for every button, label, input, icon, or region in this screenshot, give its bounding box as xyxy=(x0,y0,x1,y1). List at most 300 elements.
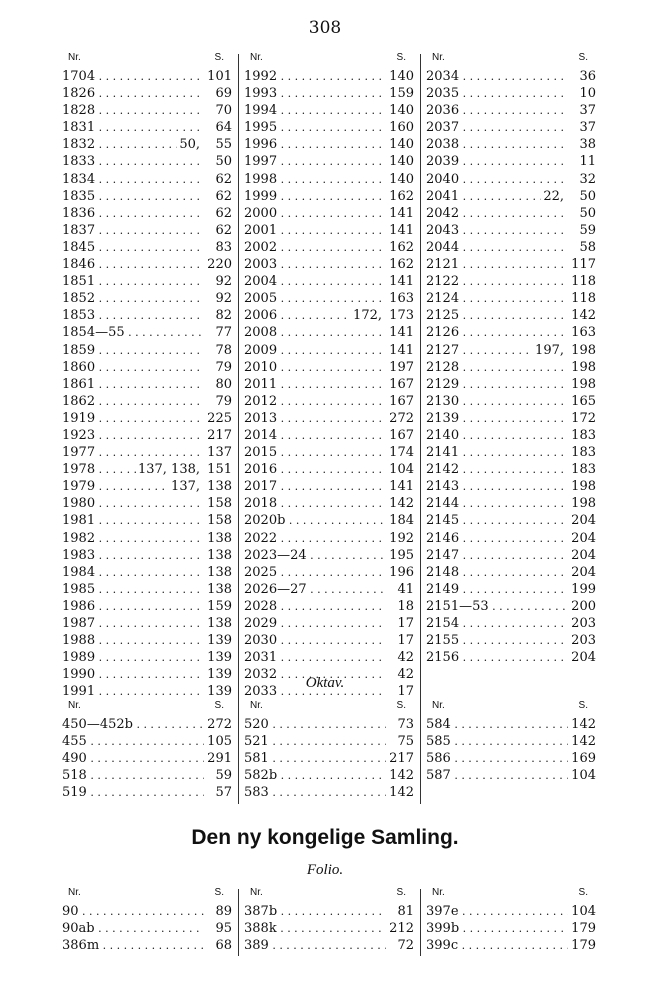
index-entry xyxy=(244,564,414,581)
entry-page: 141 xyxy=(389,222,414,238)
index-entry xyxy=(62,581,232,598)
entry-number xyxy=(244,376,386,393)
index-entry xyxy=(244,750,414,767)
entry-number xyxy=(426,222,568,239)
entry-number xyxy=(62,750,204,767)
index-entry xyxy=(426,222,596,239)
column-divider xyxy=(420,54,421,703)
entry-number xyxy=(62,376,204,393)
entry-number-text: 1995 xyxy=(244,120,278,136)
entry-extra-pages: 197, xyxy=(535,342,564,358)
entry-page: 183 xyxy=(571,427,596,443)
entry-number-text: 581 xyxy=(244,751,269,767)
entry-number xyxy=(244,512,386,529)
entry-number-text: 1853 xyxy=(62,308,96,324)
column-header xyxy=(426,887,596,903)
entry-page: 75 xyxy=(397,734,414,750)
entry-number-text: 1988 xyxy=(62,633,96,649)
entry-page: 204 xyxy=(571,530,596,546)
entry-page: 117 xyxy=(571,257,596,273)
entry-page: 72 xyxy=(397,938,414,954)
entry-number-text: 1832 xyxy=(62,137,96,153)
index-entry xyxy=(426,342,596,359)
entry-page: 158 xyxy=(207,496,232,512)
entry-page: 59 xyxy=(215,768,232,784)
entry-number xyxy=(426,102,568,119)
index-entry xyxy=(244,205,414,222)
entry-number-text: 582b xyxy=(244,768,278,784)
index-entry xyxy=(62,733,232,750)
entry-number xyxy=(62,342,204,359)
index-entry xyxy=(426,547,596,564)
entry-number-text: 1919 xyxy=(62,410,96,426)
entry-number xyxy=(62,495,204,512)
entry-number-text: 1859 xyxy=(62,342,96,358)
index-entry xyxy=(244,85,414,102)
entry-number xyxy=(426,376,568,393)
entry-extra-pages: 50, xyxy=(179,137,200,153)
entry-page: 217 xyxy=(389,751,414,767)
entry-number-text: 1998 xyxy=(244,171,278,187)
column-header-s: S. xyxy=(214,887,224,898)
entry-page: 64 xyxy=(215,120,232,136)
entry-page: 198 xyxy=(571,376,596,392)
entry-number-text: 387b xyxy=(244,904,278,919)
index-entry xyxy=(244,598,414,615)
column-header xyxy=(62,700,232,716)
index-entry xyxy=(244,784,414,801)
entry-number-text: 2014 xyxy=(244,427,278,443)
entry-number xyxy=(426,530,568,547)
entry-number-text: 2018 xyxy=(244,496,278,512)
index-entry xyxy=(62,649,232,666)
entry-number-text: 2010 xyxy=(244,359,278,375)
entry-number-text: 2122 xyxy=(426,274,460,290)
entry-number xyxy=(244,256,386,273)
index-entry xyxy=(426,427,596,444)
index-column xyxy=(62,700,232,801)
index-entry xyxy=(244,495,414,512)
entry-page: 50 xyxy=(579,188,596,204)
entry-page: 142 xyxy=(571,717,596,732)
entry-page: 139 xyxy=(207,633,232,649)
entry-number xyxy=(62,68,204,85)
entry-page: 141 xyxy=(389,274,414,290)
entry-number-text: 399c xyxy=(426,938,459,954)
entry-number-text: 1704 xyxy=(62,69,96,84)
entry-number xyxy=(62,444,204,461)
entry-number xyxy=(244,733,386,750)
index-entry xyxy=(426,324,596,341)
index-entry xyxy=(426,444,596,461)
entry-number-text: 1999 xyxy=(244,188,278,204)
entry-number-text: 586 xyxy=(426,751,451,767)
index-entry xyxy=(426,495,596,512)
entry-number xyxy=(62,290,204,307)
entry-page: 183 xyxy=(571,445,596,461)
column-header-nr: Nr. xyxy=(432,52,445,63)
entry-page: 11 xyxy=(579,154,596,170)
entry-page: 140 xyxy=(389,171,414,187)
entry-page: 167 xyxy=(389,376,414,392)
entry-number-text: 2033 xyxy=(244,684,278,700)
index-entry xyxy=(62,564,232,581)
entry-page: 104 xyxy=(389,462,414,478)
index-entry xyxy=(62,427,232,444)
entry-number xyxy=(244,444,386,461)
entry-number xyxy=(62,716,204,733)
entry-page: 142 xyxy=(389,496,414,512)
entry-number-text: 90ab xyxy=(62,921,95,937)
index-entry xyxy=(426,750,596,767)
entry-number-text: 2154 xyxy=(426,616,460,631)
column-header xyxy=(244,887,414,903)
index-entry xyxy=(426,410,596,427)
entry-page: 57 xyxy=(215,785,232,801)
entry-number xyxy=(426,290,568,307)
entry-number xyxy=(244,342,386,359)
entry-number xyxy=(62,273,204,290)
entry-number-text: 399b xyxy=(426,921,460,937)
entry-extra-pages: 22, xyxy=(543,188,564,204)
entry-page: 139 xyxy=(207,650,232,666)
entry-number xyxy=(244,273,386,290)
index-entry xyxy=(62,290,232,307)
entry-number-text: 1993 xyxy=(244,86,278,102)
index-entry xyxy=(244,716,414,733)
entry-page: 37 xyxy=(579,103,596,119)
entry-page: 198 xyxy=(571,496,596,512)
entry-page: 141 xyxy=(389,342,414,358)
index-entry xyxy=(244,920,414,937)
index-entry xyxy=(426,256,596,273)
entry-number xyxy=(244,750,386,767)
column-header-nr: Nr. xyxy=(68,52,81,63)
index-entry xyxy=(426,188,596,205)
entry-page: 42 xyxy=(397,667,414,683)
entry-page: 79 xyxy=(215,393,232,409)
entry-number-text: 2042 xyxy=(426,205,460,221)
entry-page: 42 xyxy=(397,650,414,666)
entry-number xyxy=(244,937,386,954)
index-entry xyxy=(244,461,414,478)
index-entry xyxy=(62,324,232,341)
entry-number-text: 1831 xyxy=(62,120,96,136)
entry-number xyxy=(62,119,204,136)
index-entry xyxy=(244,136,414,153)
entry-page: 196 xyxy=(389,564,414,580)
index-column xyxy=(244,700,414,801)
entry-number xyxy=(426,649,568,666)
entry-number-text: 2002 xyxy=(244,239,278,255)
entry-number-text: 584 xyxy=(426,717,451,732)
entry-number xyxy=(244,85,386,102)
index-entry xyxy=(62,767,232,784)
entry-number-text: 2140 xyxy=(426,427,460,443)
entry-page: 204 xyxy=(571,513,596,529)
entry-number xyxy=(426,564,568,581)
entry-page: 62 xyxy=(215,222,232,238)
entry-number xyxy=(244,102,386,119)
entry-number-text: 1851 xyxy=(62,274,96,290)
entry-number xyxy=(62,153,204,170)
entry-page: 163 xyxy=(389,291,414,307)
entry-number-text: 1989 xyxy=(62,650,96,666)
entry-number xyxy=(244,716,386,733)
index-entry xyxy=(62,716,232,733)
entry-number xyxy=(62,632,204,649)
entry-number-text: 1833 xyxy=(62,154,96,170)
entry-number-text: 450—452b xyxy=(62,717,133,732)
entry-page: 36 xyxy=(579,69,596,84)
column-header-s: S. xyxy=(578,700,588,711)
entry-page: 198 xyxy=(571,479,596,495)
entry-number-text: 90 xyxy=(62,904,79,919)
entry-number-text: 583 xyxy=(244,785,269,801)
index-entry xyxy=(62,85,232,102)
index-entry xyxy=(244,188,414,205)
entry-number xyxy=(62,615,204,632)
entry-number xyxy=(244,239,386,256)
column-header xyxy=(244,700,414,716)
entry-number xyxy=(426,85,568,102)
column-header-s: S. xyxy=(578,52,588,63)
entry-number xyxy=(244,547,386,564)
index-entry xyxy=(244,68,414,85)
entry-page: 68 xyxy=(215,938,232,954)
index-entry xyxy=(62,307,232,324)
column-header xyxy=(426,700,596,716)
section-caption-oktav: Oktav. xyxy=(305,675,345,691)
column-header-s: S. xyxy=(214,52,224,63)
column-header-s: S. xyxy=(396,887,406,898)
entry-number-text: 2005 xyxy=(244,291,278,307)
entry-page: 140 xyxy=(389,103,414,119)
entry-number-text: 2032 xyxy=(244,667,278,683)
entry-page: 17 xyxy=(397,616,414,631)
entry-number-text: 1986 xyxy=(62,598,96,614)
entry-page: 104 xyxy=(571,904,596,919)
index-entry xyxy=(426,273,596,290)
entry-number-text: 2000 xyxy=(244,205,278,221)
entry-page: 138 xyxy=(207,564,232,580)
index-entry xyxy=(244,273,414,290)
entry-page: 225 xyxy=(207,410,232,426)
column-divider xyxy=(238,702,239,804)
entry-number xyxy=(426,119,568,136)
entry-page: 199 xyxy=(571,581,596,597)
index-entry xyxy=(62,444,232,461)
entry-page: 203 xyxy=(571,633,596,649)
entry-number-text: 2011 xyxy=(244,376,278,392)
entry-number xyxy=(426,410,568,427)
entry-number-text: 2023—24 xyxy=(244,547,307,563)
entry-number xyxy=(244,461,386,478)
entry-page: 79 xyxy=(215,359,232,375)
entry-number xyxy=(62,410,204,427)
entry-number-text: 1860 xyxy=(62,359,96,375)
entry-page: 141 xyxy=(389,205,414,221)
entry-number xyxy=(62,171,204,188)
column-header-nr: Nr. xyxy=(68,887,81,898)
entry-number-text: 2004 xyxy=(244,274,278,290)
entry-page: 37 xyxy=(579,120,596,136)
entry-page: 95 xyxy=(215,921,232,937)
index-entry xyxy=(244,632,414,649)
entry-page: 192 xyxy=(389,530,414,546)
entry-number-text: 1996 xyxy=(244,137,278,153)
index-entry xyxy=(244,615,414,632)
entry-page: 81 xyxy=(397,904,414,919)
entry-number xyxy=(244,530,386,547)
entry-number xyxy=(426,920,568,937)
entry-page: 212 xyxy=(389,921,414,937)
entry-page: 50 xyxy=(215,154,232,170)
entry-number-text: 587 xyxy=(426,768,451,784)
entry-number xyxy=(62,564,204,581)
entry-number-text: 2036 xyxy=(426,103,460,119)
entry-page: 89 xyxy=(215,904,232,919)
index-entry xyxy=(244,649,414,666)
entry-number xyxy=(62,920,204,937)
entry-extra-pages: 137, 138, xyxy=(137,462,200,478)
entry-number-text: 519 xyxy=(62,785,87,801)
entry-extra-pages: 172, xyxy=(353,308,382,324)
entry-page: 78 xyxy=(215,342,232,358)
column-divider xyxy=(420,702,421,804)
index-entry xyxy=(244,307,414,324)
index-column xyxy=(426,52,596,666)
index-entry xyxy=(62,410,232,427)
index-entry xyxy=(244,239,414,256)
entry-page: 58 xyxy=(579,239,596,255)
entry-number-text: 2146 xyxy=(426,530,460,546)
index-entry xyxy=(244,478,414,495)
index-entry xyxy=(244,376,414,393)
entry-number-text: 1861 xyxy=(62,376,96,392)
entry-page: 141 xyxy=(389,325,414,341)
entry-number-text: 1979 xyxy=(62,479,96,495)
entry-page: 204 xyxy=(571,564,596,580)
entry-page: 118 xyxy=(571,274,596,290)
entry-page: 140 xyxy=(389,137,414,153)
column-header-nr: Nr. xyxy=(250,52,263,63)
entry-number-text: 1862 xyxy=(62,393,96,409)
entry-number xyxy=(62,85,204,102)
index-entry xyxy=(244,256,414,273)
entry-number-text: 2015 xyxy=(244,445,278,461)
entry-number xyxy=(426,512,568,529)
column-header xyxy=(62,52,232,68)
entry-number-text: 2009 xyxy=(244,342,278,358)
entry-page: 62 xyxy=(215,188,232,204)
entry-number xyxy=(244,393,386,410)
entry-number xyxy=(244,632,386,649)
entry-number-text: 2141 xyxy=(426,445,460,461)
entry-page: 69 xyxy=(215,86,232,102)
index-entry xyxy=(62,171,232,188)
entry-number xyxy=(62,530,204,547)
entry-page: 32 xyxy=(579,171,596,187)
entry-page: 195 xyxy=(389,547,414,563)
index-entry xyxy=(426,376,596,393)
entry-page: 162 xyxy=(389,188,414,204)
entry-number-text: 1837 xyxy=(62,222,96,238)
entry-number-text: 2043 xyxy=(426,222,460,238)
entry-number xyxy=(62,512,204,529)
entry-page: 142 xyxy=(571,734,596,750)
entry-number xyxy=(62,239,204,256)
column-header xyxy=(244,52,414,68)
entry-page: 104 xyxy=(571,768,596,784)
entry-page: 80 xyxy=(215,376,232,392)
entry-number-text: 2143 xyxy=(426,479,460,495)
index-entry xyxy=(244,733,414,750)
index-entry xyxy=(244,767,414,784)
entry-page: 70 xyxy=(215,103,232,119)
column-header-s: S. xyxy=(578,887,588,898)
entry-number xyxy=(426,427,568,444)
index-column xyxy=(426,887,596,954)
entry-page: 118 xyxy=(571,291,596,307)
index-entry xyxy=(244,427,414,444)
entry-page: 184 xyxy=(389,513,414,529)
entry-page: 142 xyxy=(389,785,414,801)
index-entry xyxy=(62,153,232,170)
index-column xyxy=(426,700,596,784)
section-caption-folio: Folio. xyxy=(306,862,344,878)
entry-number-text: 2025 xyxy=(244,564,278,580)
entry-number-text: 585 xyxy=(426,734,451,750)
index-entry xyxy=(426,290,596,307)
entry-page: 151 xyxy=(207,462,232,478)
entry-number xyxy=(62,205,204,222)
column-divider xyxy=(238,54,239,703)
entry-number-text: 2038 xyxy=(426,137,460,153)
index-entry xyxy=(62,784,232,801)
entry-page: 179 xyxy=(571,921,596,937)
index-entry xyxy=(62,342,232,359)
entry-number xyxy=(62,188,204,205)
entry-number-text: 2022 xyxy=(244,530,278,546)
entry-number-text: 2008 xyxy=(244,325,278,341)
entry-number-text: 2124 xyxy=(426,291,460,307)
index-entry xyxy=(62,903,232,920)
entry-number xyxy=(62,547,204,564)
entry-number xyxy=(426,632,568,649)
entry-number-text: 2130 xyxy=(426,393,460,409)
entry-number-text: 2147 xyxy=(426,547,460,563)
entry-number-text: 2028 xyxy=(244,598,278,614)
index-column xyxy=(244,52,414,700)
entry-number-text: 2029 xyxy=(244,616,278,631)
entry-page: 41 xyxy=(397,581,414,597)
index-entry xyxy=(62,102,232,119)
entry-page: 159 xyxy=(207,598,232,614)
entry-number-text: 2144 xyxy=(426,496,460,512)
entry-page: 203 xyxy=(571,616,596,631)
index-entry xyxy=(62,136,232,153)
entry-page: 204 xyxy=(571,547,596,563)
entry-number-text: 2037 xyxy=(426,120,460,136)
entry-page: 162 xyxy=(389,239,414,255)
entry-number xyxy=(426,547,568,564)
entry-number-text: 2016 xyxy=(244,462,278,478)
entry-number-text: 2035 xyxy=(426,86,460,102)
column-header-nr: Nr. xyxy=(432,700,445,711)
entry-number xyxy=(244,68,386,85)
index-entry xyxy=(62,68,232,85)
